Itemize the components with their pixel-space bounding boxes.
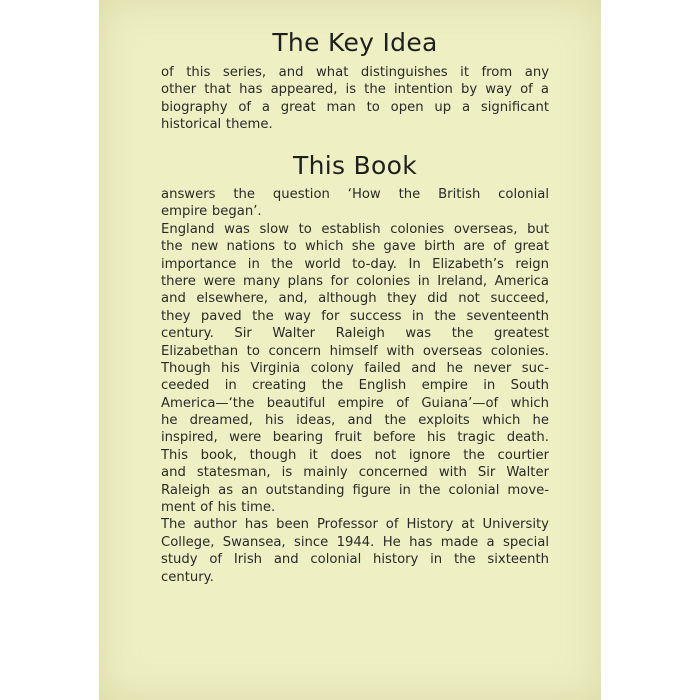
text-line: century. Sir Walter Raleigh was the greatest [161,326,549,342]
text-line: biography of a great man to open up a significant [161,99,549,115]
text-line: ceeded in creating the English empire in South [161,378,549,394]
this-book-heading: This Book [293,151,417,180]
text-line: Though his Virginia colony failed and he never suc- [161,360,549,376]
text-line: answers the question ‘How the British colonial [161,187,549,202]
key-idea-heading: The Key Idea [272,28,438,57]
text-line: ment of his time. [161,500,276,516]
text-line: inspired, were bearing fruit before his tragic death. [161,430,549,446]
text-line: College, Swansea, since 1944. He has made a special [161,534,549,550]
text-line: the new nations to which she gave birth are of great [161,239,549,255]
text-line: America—‘the beautiful empire of Guiana’—of which [161,395,549,411]
text-line: England was slow to establish colonies overseas, but [161,221,549,237]
text-line: and elsewhere, and, although they did not succeed, [161,291,549,307]
text-line: century. [161,569,214,585]
this-book-paragraph [161,186,549,586]
text-line: he dreamed, his ideas, and the exploits which he [161,413,549,429]
text-line: This book, though it does not ignore the courtier [161,447,549,463]
text-line: of this series, and what distinguishes it from any [161,65,549,80]
text-line: The author has been Professor of History at University [161,517,549,533]
book-jacket-flap [99,0,601,700]
text-line: Elizabethan to concern himself with overseas colonies. [161,343,549,359]
text-line: study of Irish and colonial history in the sixteenth [161,552,549,568]
text-line: there were many plans for colonies in Ireland, America [161,273,549,289]
text-line: historical theme. [161,117,273,133]
text-line: they paved the way for success in the seventeenth [161,308,549,324]
text-line: and statesman, is mainly concerned with Sir Walter [161,465,549,481]
key-idea-paragraph [161,64,549,134]
text-line: empire began’. [161,204,262,220]
text-line: other that has appeared, is the intention by way of a [161,82,549,98]
text-line: Raleigh as an outstanding figure in the colonial move- [161,482,549,498]
text-line: importance in the world to-day. In Elizabeth’s reign [161,256,549,272]
